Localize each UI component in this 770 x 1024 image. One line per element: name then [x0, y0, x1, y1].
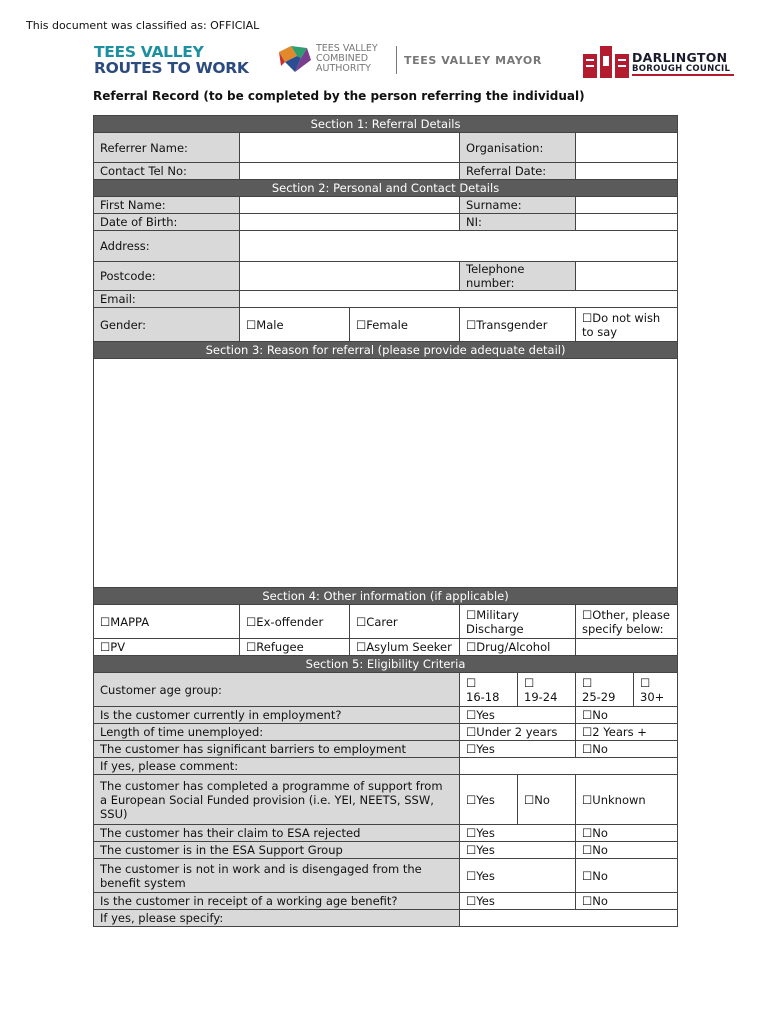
age-19-24-checkbox[interactable] — [518, 673, 576, 707]
combined-text-line3: AUTHORITY — [316, 63, 371, 74]
age-30-plus-label: 30+ — [640, 689, 665, 704]
darlington-text-line1: DARLINGTON — [632, 50, 728, 65]
refugee-checkbox[interactable]: ☐Refugee — [240, 639, 350, 656]
checkbox-glyph: ☐ — [466, 675, 477, 690]
gender-transgender-checkbox[interactable]: ☐Transgender — [460, 308, 576, 342]
checkbox-glyph: ☐ — [524, 675, 535, 690]
email-field[interactable] — [240, 291, 678, 308]
under-2-years-checkbox[interactable]: ☐Under 2 years — [460, 724, 576, 741]
age-25-29-checkbox[interactable] — [576, 673, 634, 707]
age-16-18-label: 16-18 — [466, 689, 500, 704]
contact-tel-field[interactable] — [240, 163, 460, 180]
unemployed-length-label: Length of time unemployed: — [94, 724, 460, 741]
other-specify-field[interactable] — [576, 639, 678, 656]
dob-field[interactable] — [240, 214, 460, 231]
telephone-field[interactable] — [576, 262, 678, 291]
drug-alcohol-checkbox[interactable]: ☐Drug/Alcohol — [460, 639, 576, 656]
contact-tel-label: Contact Tel No: — [94, 163, 240, 180]
reason-for-referral-field[interactable] — [94, 359, 678, 588]
section-1-header: Section 1: Referral Details — [94, 116, 678, 133]
gender-label: Gender: — [94, 308, 240, 342]
other-checkbox[interactable]: ☐Other, please specify below: — [576, 605, 678, 639]
disengaged-label: The customer is not in work and is disengaged from the benefit system — [94, 859, 460, 893]
darlington-borough-council-logo — [582, 44, 737, 78]
combined-text-line1: TEES VALLEY — [316, 43, 378, 54]
esa-support-label: The customer is in the ESA Support Group — [94, 842, 460, 859]
gender-male-checkbox[interactable]: ☐Male — [240, 308, 350, 342]
esf-no-checkbox[interactable]: ☐No — [518, 775, 576, 825]
barriers-yes-checkbox[interactable]: ☐Yes — [460, 741, 576, 758]
email-label: Email: — [94, 291, 240, 308]
age-16-18-checkbox[interactable] — [460, 673, 518, 707]
esf-programme-label: The customer has completed a programme of support from a European Social Funded provision (i.e. YEI, NEETS, SSW, SSU) — [94, 775, 460, 825]
telephone-label: Telephone number: — [460, 262, 576, 291]
over-2-years-checkbox[interactable]: ☐2 Years + — [576, 724, 678, 741]
gender-no-say-checkbox[interactable]: ☐Do not wish to say — [576, 308, 678, 342]
dob-label: Date of Birth: — [94, 214, 240, 231]
benefit-specify-label: If yes, please specify: — [94, 910, 460, 927]
benefit-yes-checkbox[interactable]: ☐Yes — [460, 893, 576, 910]
checkbox-glyph: ☐ — [582, 675, 593, 690]
disengaged-yes-checkbox[interactable]: ☐Yes — [460, 859, 576, 893]
referrer-name-label: Referrer Name: — [94, 133, 240, 163]
surname-field[interactable] — [576, 197, 678, 214]
benefit-label: Is the customer in receipt of a working age benefit? — [94, 893, 460, 910]
darlington-rule — [632, 74, 734, 76]
darlington-crest-icon — [582, 44, 630, 78]
page-title: Referral Record (to be completed by the person referring the individual) — [93, 89, 585, 103]
section-2-header: Section 2: Personal and Contact Details — [94, 180, 678, 197]
esf-unknown-checkbox[interactable]: ☐Unknown — [576, 775, 678, 825]
barriers-no-checkbox[interactable]: ☐No — [576, 741, 678, 758]
postcode-label: Postcode: — [94, 262, 240, 291]
age-25-29-label: 25-29 — [582, 689, 616, 704]
referrer-name-field[interactable] — [240, 133, 460, 163]
age-19-24-label: 19-24 — [524, 689, 558, 704]
barriers-label: The customer has significant barriers to employment — [94, 741, 460, 758]
military-discharge-checkbox[interactable]: ☐Military Discharge — [460, 605, 576, 639]
esa-rejected-yes-checkbox[interactable]: ☐Yes — [460, 825, 576, 842]
combined-text-line2: COMBINED — [316, 53, 369, 64]
mappa-checkbox[interactable]: ☐MAPPA — [94, 605, 240, 639]
benefit-specify-field[interactable] — [460, 910, 678, 927]
first-name-field[interactable] — [240, 197, 460, 214]
first-name-label: First Name: — [94, 197, 240, 214]
esa-rejected-no-checkbox[interactable]: ☐No — [576, 825, 678, 842]
referral-date-label: Referral Date: — [460, 163, 576, 180]
logo-text-line2: ROUTES TO WORK — [94, 59, 249, 77]
age-group-label: Customer age group: — [94, 673, 460, 707]
carer-checkbox[interactable]: ☐Carer — [350, 605, 460, 639]
darlington-text-line2: BOROUGH COUNCIL — [632, 64, 731, 74]
postcode-field[interactable] — [240, 262, 460, 291]
comment-label: If yes, please comment: — [94, 758, 460, 775]
ex-offender-checkbox[interactable]: ☐Ex-offender — [240, 605, 350, 639]
pv-checkbox[interactable]: ☐PV — [94, 639, 240, 656]
tees-valley-mayor-logo: TEES VALLEY MAYOR — [404, 54, 542, 67]
ni-field[interactable] — [576, 214, 678, 231]
esa-support-no-checkbox[interactable]: ☐No — [576, 842, 678, 859]
employment-no-checkbox[interactable]: ☐No — [576, 707, 678, 724]
esf-yes-checkbox[interactable]: ☐Yes — [460, 775, 518, 825]
organisation-field[interactable] — [576, 133, 678, 163]
checkbox-glyph: ☐ — [640, 675, 651, 690]
asylum-seeker-checkbox[interactable]: ☐Asylum Seeker — [350, 639, 460, 656]
ni-label: NI: — [460, 214, 576, 231]
disengaged-no-checkbox[interactable]: ☐No — [576, 859, 678, 893]
address-field[interactable] — [240, 231, 678, 262]
gender-female-checkbox[interactable]: ☐Female — [350, 308, 460, 342]
employment-label: Is the customer currently in employment? — [94, 707, 460, 724]
comment-field[interactable] — [460, 758, 678, 775]
employment-yes-checkbox[interactable]: ☐Yes — [460, 707, 576, 724]
benefit-no-checkbox[interactable]: ☐No — [576, 893, 678, 910]
organisation-label: Organisation: — [460, 133, 576, 163]
referral-date-field[interactable] — [576, 163, 678, 180]
address-label: Address: — [94, 231, 240, 262]
age-30-plus-checkbox[interactable] — [634, 673, 678, 707]
tees-valley-routes-to-work-logo — [94, 44, 249, 76]
section-5-header: Section 5: Eligibility Criteria — [94, 656, 678, 673]
combined-authority-emblem-icon — [277, 44, 313, 76]
section-3-header: Section 3: Reason for referral (please provide adequate detail) — [94, 342, 678, 359]
logo-text-line1: TEES VALLEY — [94, 43, 204, 61]
section-4-header: Section 4: Other information (if applicable) — [94, 588, 678, 605]
logo-divider — [396, 46, 397, 74]
referral-form — [93, 115, 678, 927]
combined-authority-logo — [277, 44, 397, 76]
classification-notice: This document was classified as: OFFICIAL — [26, 19, 260, 32]
surname-label: Surname: — [460, 197, 576, 214]
esa-rejected-label: The customer has their claim to ESA rejected — [94, 825, 460, 842]
esa-support-yes-checkbox[interactable]: ☐Yes — [460, 842, 576, 859]
